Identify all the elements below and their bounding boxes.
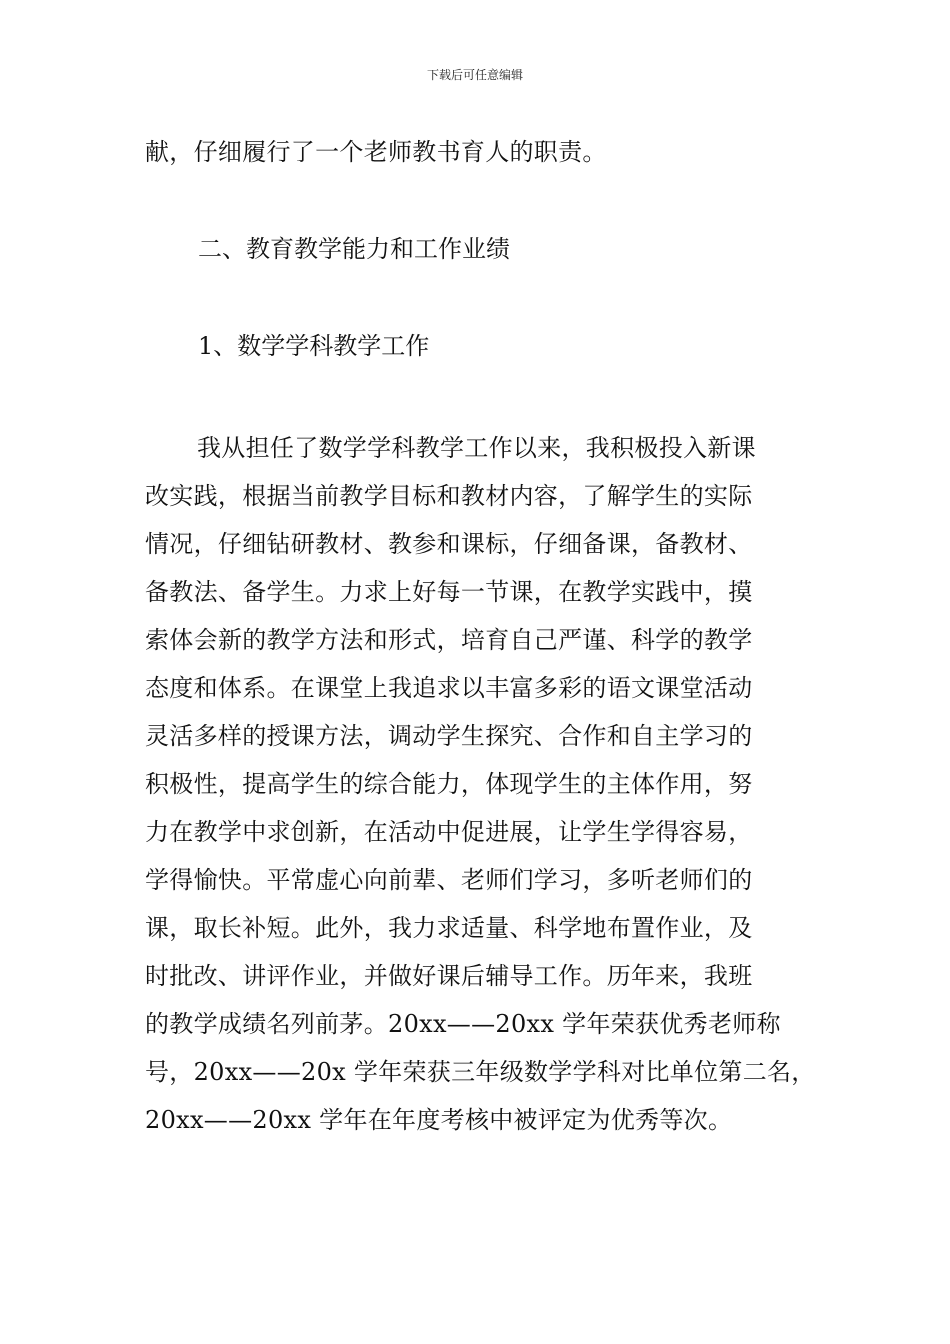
paragraph-line: 号，20xx——20x 学年荣获三年级数学学科对比单位第二名， [145, 1058, 816, 1086]
subsection-heading: 1、数学学科教学工作 [198, 332, 430, 360]
paragraph-line: 积极性，提高学生的综合能力，体现学生的主体作用，努 [145, 770, 753, 798]
opening-line: 献，仔细履行了一个老师教书育人的职责。 [145, 138, 607, 166]
paragraph-line: 改实践，根据当前教学目标和教材内容，了解学生的实际 [145, 482, 753, 510]
paragraph-line: 时批改、讲评作业，并做好课后辅导工作。历年来，我班 [145, 962, 753, 990]
paragraph-line: 课，取长补短。此外，我力求适量、科学地布置作业，及 [145, 914, 753, 942]
page-header: 下载后可任意编辑 [426, 68, 523, 82]
paragraph-line: 20xx——20xx 学年在年度考核中被评定为优秀等次。 [145, 1106, 733, 1134]
document-body [145, 128, 815, 176]
paragraph-line: 态度和体系。在课堂上我追求以丰富多彩的语文课堂活动 [145, 674, 753, 702]
paragraph-line: 备教法、备学生。力求上好每一节课，在教学实践中，摸 [145, 578, 753, 606]
paragraph-line: 情况，仔细钻研教材、教参和课标，仔细备课，备教材、 [145, 530, 753, 558]
paragraph-line: 的教学成绩名列前茅。20xx——20xx 学年荣获优秀老师称 [145, 1010, 781, 1038]
paragraph-line: 力在教学中求创新，在活动中促进展，让学生学得容易， [145, 818, 753, 846]
paragraph-line: 我从担任了数学学科教学工作以来，我积极投入新课 [197, 434, 756, 462]
paragraph-line: 学得愉快。平常虚心向前辈、老师们学习，多听老师们的 [145, 866, 753, 894]
paragraph [145, 424, 825, 1144]
paragraph-line: 灵活多样的授课方法，调动学生探究、合作和自主学习的 [145, 722, 753, 750]
paragraph-line: 索体会新的教学方法和形式，培育自己严谨、科学的教学 [145, 626, 753, 654]
section-heading: 二、教育教学能力和工作业绩 [198, 235, 510, 263]
